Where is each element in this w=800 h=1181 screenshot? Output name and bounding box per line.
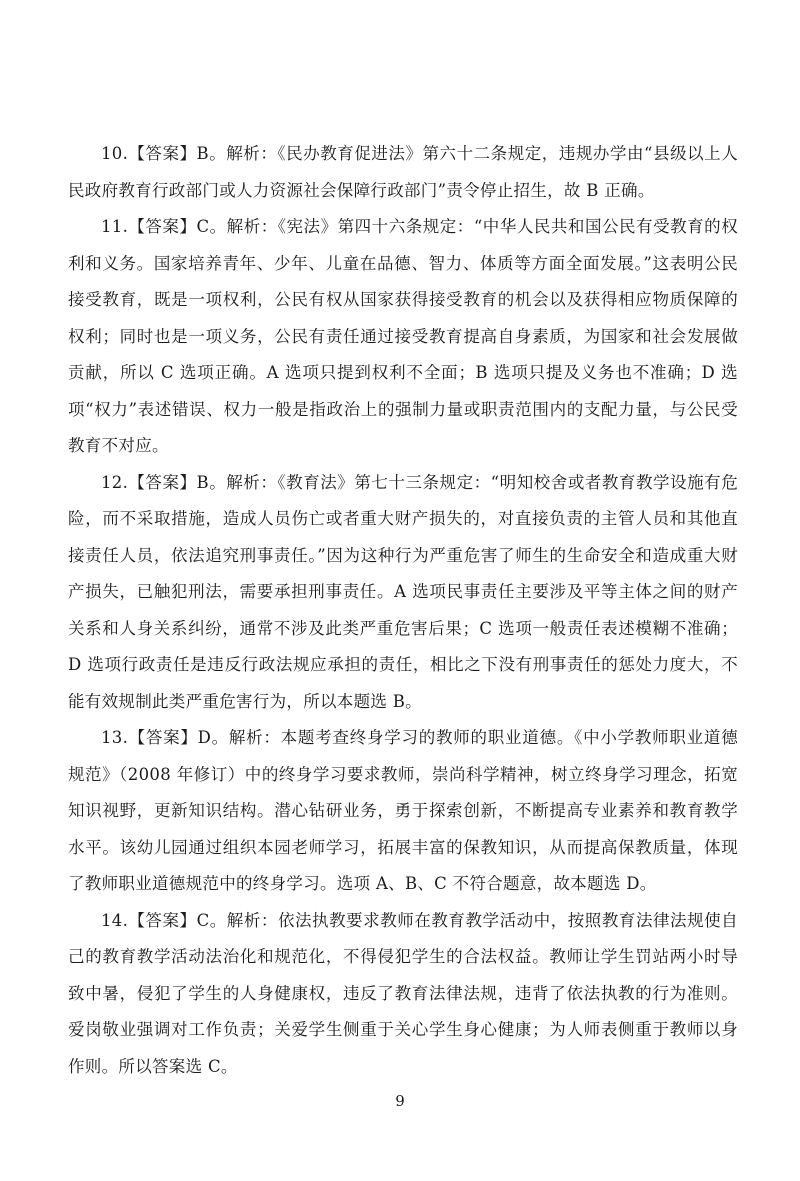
document-body bbox=[68, 136, 738, 1085]
page-number: 9 bbox=[395, 1092, 405, 1110]
answer-text: 【答案】B。解析：《民办教育促进法》第六十二条规定，违规办学由“县级以上人民政府教育行政部门或人力资源社会保障行政部门”责令停止招生，故 B 正确。 bbox=[68, 144, 738, 200]
answer-paragraph-12 bbox=[68, 465, 738, 721]
answer-paragraph-14 bbox=[68, 903, 738, 1086]
question-number: 11. bbox=[101, 217, 129, 236]
answer-paragraph-10 bbox=[68, 136, 738, 209]
question-number: 13. bbox=[101, 728, 129, 747]
answer-text: 【答案】C。解析：依法执教要求教师在教育教学活动中，按照教育法律法规使自己的教育教学活动法治化和规范化，不得侵犯学生的合法权益。教师让学生罚站两小时导致中暑，侵犯了学生的人身健康权，违反了教育法律法规，违背了依法执教的行为准则。爱岗敬业强调对工作负责；关爱学生侧重于关心学生身心健康；为人师表侧重于教师以身作则。所以答案选 C。 bbox=[68, 910, 738, 1076]
question-number: 14. bbox=[101, 910, 129, 930]
answer-text: 【答案】B。解析：《教育法》第七十三条规定：“明知校舍或者教育教学设施有危险，而不采取措施，造成人员伤亡或者重大财产损失的，对直接负责的主管人员和其他直接责任人员，依法追究刑事责任。”因为这种行为严重危害了师生的生命安全和造成重大财产损失，已触犯刑法，需要承担刑事责任。A 选项民事责任主要涉及平等主体之间的财产关系和人身关系纠纷，通常不涉及此类严重危害后果；C 选项一般责任表述模糊不准确；D 选项行政责任是违反行政法规应承担的责任，相比之下没有刑事责任的惩处力度大，不能有效规制此类严重危害行为，所以本题选 B。 bbox=[68, 472, 738, 711]
answer-text: 【答案】C。解析：《宪法》第四十六条规定：“中华人民共和国公民有受教育的权利和义务。国家培养青年、少年、儿童在品德、智力、体质等方面全面发展。”这表明公民接受教育，既是一项权利，公民有权从国家获得接受教育的机会以及获得相应物质保障的权利；同时也是一项义务，公民有责任通过接受教育提高自身素质，为国家和社会发展做贡献，所以 C 选项正确。A 选项只提到权利不全面；B 选项只提及义务也不准确；D 选项“权力”表述错误、权力一般是指政治上的强制力量或职责范围内的支配力量，与公民受教育不对应。 bbox=[68, 217, 738, 455]
answer-paragraph-11 bbox=[68, 209, 738, 465]
question-number: 10. bbox=[101, 144, 129, 163]
question-number: 12. bbox=[101, 472, 129, 492]
answer-text: 【答案】D。解析：本题考查终身学习的教师的职业道德。《中小学教师职业道德规范》（2008 年修订）中的终身学习要求教师，崇尚科学精神，树立终身学习理念，拓宽知识视野，更新知识结构。潜心钻研业务，勇于探索创新，不断提高专业素养和教育教学水平。该幼儿园通过组织本园老师学习，拓展丰富的保教知识，从而提高保教质量，体现了教师职业道德规范中的终身学习。选项 A、B、C 不符合题意，故本题选 D。 bbox=[68, 728, 738, 893]
answer-paragraph-13 bbox=[68, 720, 738, 903]
